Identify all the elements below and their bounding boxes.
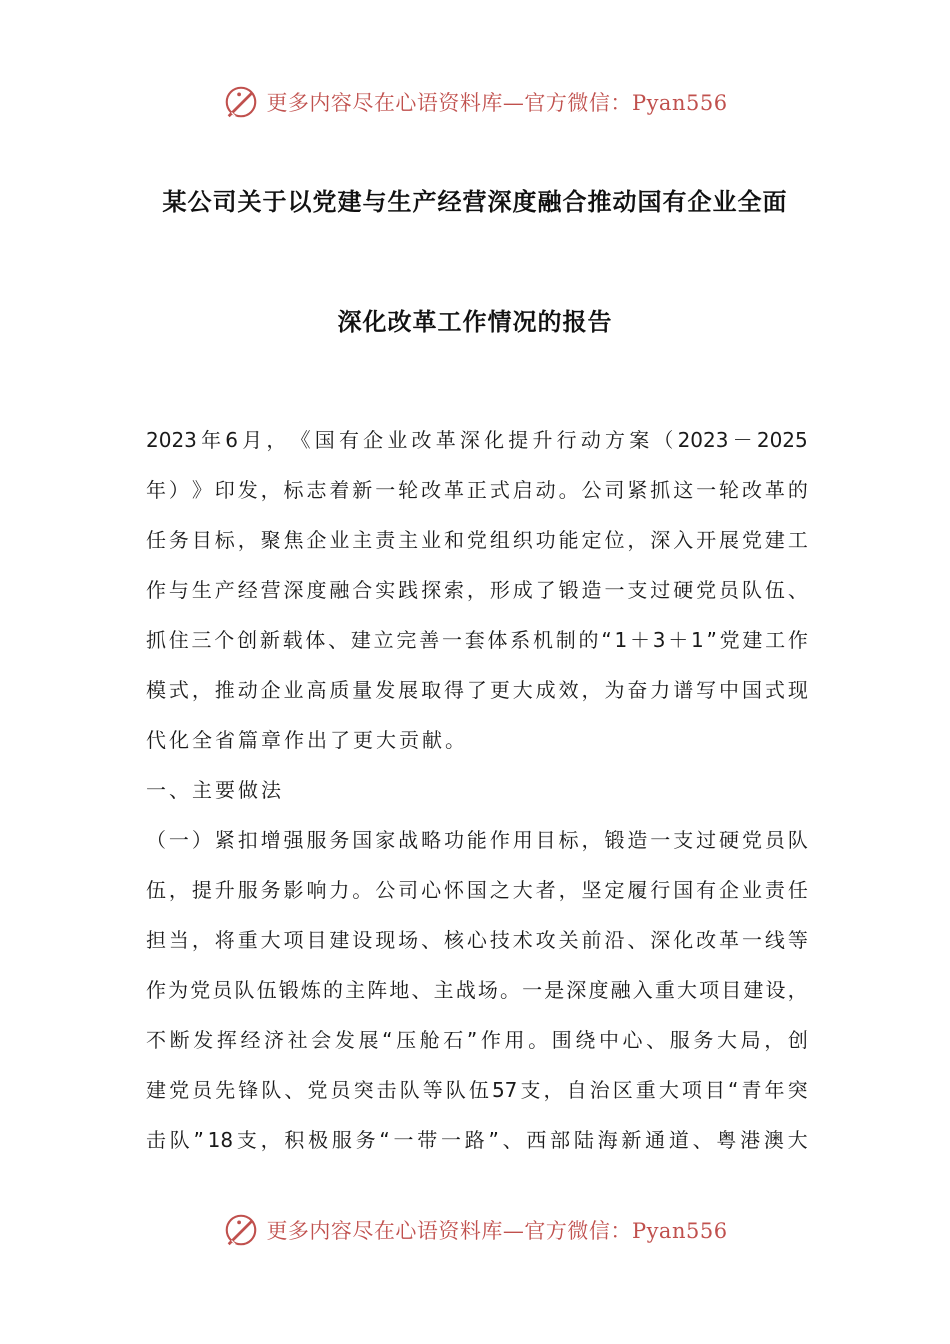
- pen-nib-logo-icon: [222, 83, 260, 121]
- body-line: 模 式 ， 推 动 企 业 高 质 量 发 展 取 得 了 更 大 成 效 ， 为 奋 力 谱 写 中 国 式 现: [146, 678, 808, 702]
- body-line: 2023 年 6 月 ， 《 国 有 企 业 改 革 深 化 提 升 行 动 方 案 （ 2023 － 2025: [146, 428, 808, 452]
- body-line: 担 当 ， 将 重 大 项 目 建 设 现 场 、 核 心 技 术 攻 关 前 沿 、 深 化 改 革 一 线 等: [146, 928, 808, 952]
- body-line: 建 党 员 先 锋 队 、 党 员 突 击 队 等 队 伍 57 支 ， 自 治 区 重 大 项 目 “ 青 年 突: [146, 1078, 808, 1102]
- body-line: 抓 住 三 个 创 新 载 体 、 建 立 完 善 一 套 体 系 机 制 的 “ 1 ＋ 3 ＋ 1 ” 党 建 工 作: [146, 628, 808, 652]
- body-line: 代化全省篇章作出了更大贡献。: [146, 728, 468, 752]
- wechat-id: Pyan556: [631, 91, 728, 115]
- header-banner: [0, 80, 950, 124]
- body-line: 年 ） 》 印 发 ， 标 志 着 新 一 轮 改 革 正 式 启 动 。 公 司 紧 抓 这 一 轮 改 革 的: [146, 478, 808, 502]
- body-line: 任 务 目 标 ， 聚 焦 企 业 主 责 主 业 和 党 组 织 功 能 定 位 ， 深 入 开 展 党 建 工: [146, 528, 808, 552]
- footer-banner-text: 更多内容尽在心语资料库—官方微信：Pyan556: [266, 1219, 728, 1243]
- body-line: 击 队 ” 18 支 ， 积 极 服 务 “ 一 带 一 路 ” 、 西 部 陆 海 新 通 道 、 粤 港 澳 大: [146, 1128, 808, 1152]
- body-line: （ 一 ） 紧 扣 增 强 服 务 国 家 战 略 功 能 作 用 目 标 ， 锻 造 一 支 过 硬 党 员 队: [146, 828, 808, 852]
- body-line: 不 断 发 挥 经 济 社 会 发 展 “ 压 舱 石 ” 作 用 。 围 绕 中 心 、 服 务 大 局 ， 创: [146, 1028, 808, 1052]
- report-title-line-1: 某公司关于以党建与生产经营深度融合推动国有企业全面: [162, 188, 788, 216]
- body-line: 伍 ， 提 升 服 务 影 响 力 。 公 司 心 怀 国 之 大 者 ， 坚 定 履 行 国 有 企 业 责 任: [146, 878, 808, 902]
- report-body: [146, 415, 808, 1165]
- report-title-line-2: 深化改革工作情况的报告: [337, 308, 613, 336]
- body-line: 作 与 生 产 经 营 深 度 融 合 实 践 探 索 ， 形 成 了 锻 造 一 支 过 硬 党 员 队 伍 、: [146, 578, 808, 602]
- body-line: 作 为 党 员 队 伍 锻 炼 的 主 阵 地 、 主 战 场 。 一 是 深 度 融 入 重 大 项 目 建 设 ，: [146, 978, 808, 1002]
- pen-nib-logo-icon: [222, 1211, 260, 1249]
- wechat-id: Pyan556: [631, 1219, 728, 1243]
- body-line: 一、主要做法: [146, 778, 284, 802]
- header-banner-text: 更多内容尽在心语资料库—官方微信：Pyan556: [266, 91, 728, 115]
- footer-banner: [0, 1208, 950, 1252]
